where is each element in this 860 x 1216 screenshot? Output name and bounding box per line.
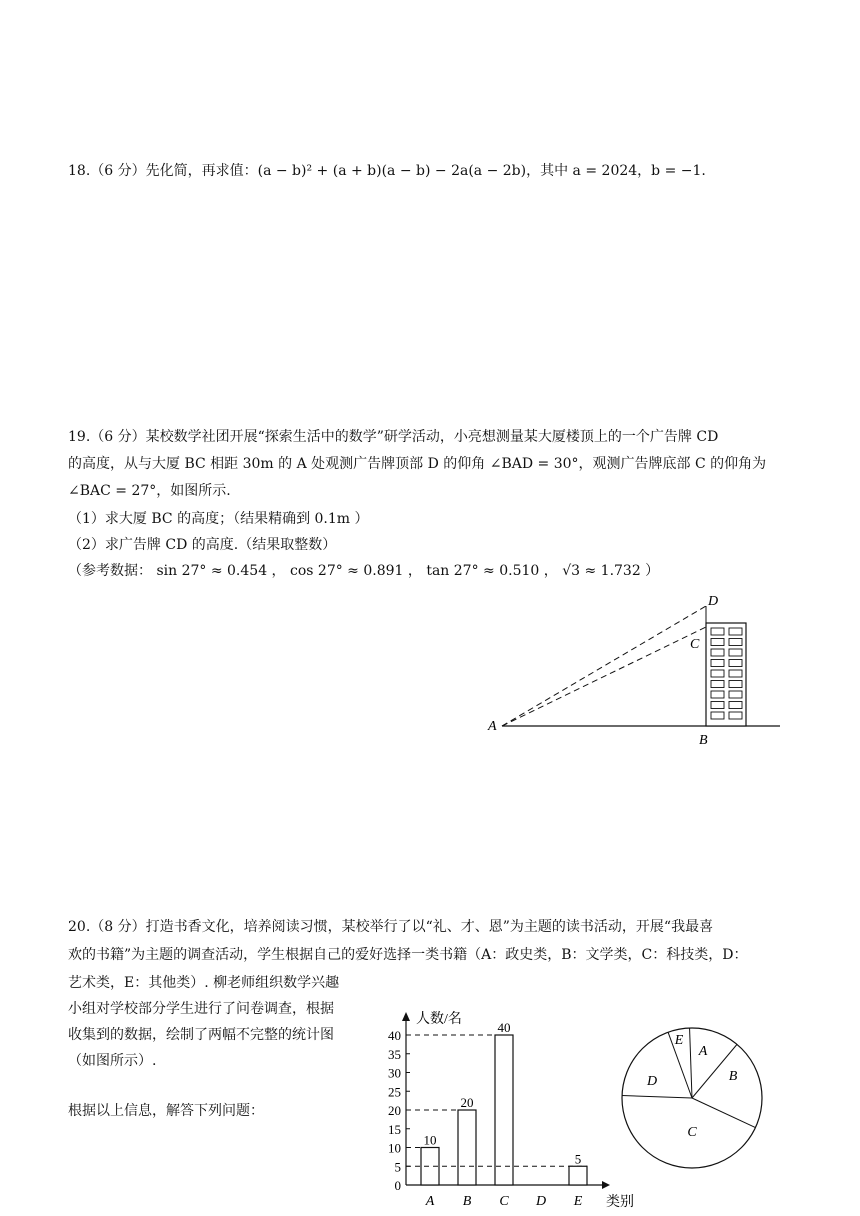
bar-value-label: 5 bbox=[574, 1151, 582, 1167]
pie-slice-label: C bbox=[687, 1125, 697, 1140]
label-a: A bbox=[488, 719, 497, 734]
bar bbox=[569, 1166, 587, 1185]
q19-reference-data: （参考数据： sin 27° ≈ 0.454 ， cos 27° ≈ 0.891 ， tan 27° ≈ 0.510 ， √3 ≈ 1.732 ） bbox=[68, 563, 660, 579]
q20-line4: 小组对学校部分学生进行了问卷调查，根据 bbox=[68, 1001, 334, 1017]
x-axis-label: 类别 bbox=[606, 1195, 634, 1210]
q19-line1: 19.（6 分）某校数学社团开展“探索生活中的数学”研学活动，小亮想测量某大厦楼顶上的一个广告牌 CD bbox=[68, 429, 719, 445]
pie-slice-label: D bbox=[646, 1074, 658, 1089]
y-tick-label: 35 bbox=[388, 1046, 401, 1062]
x-tick-label: B bbox=[462, 1194, 472, 1209]
y-axis-label: 人数/名 bbox=[416, 1012, 462, 1027]
x-tick-label: C bbox=[499, 1194, 509, 1209]
pie-slice-label: E bbox=[674, 1033, 684, 1048]
y-tick-label: 5 bbox=[394, 1159, 401, 1175]
q20-line5: 收集到的数据，绘制了两幅不完整的统计图 bbox=[68, 1027, 334, 1043]
y-tick-label: 10 bbox=[388, 1140, 401, 1156]
pie-chart bbox=[615, 1020, 775, 1140]
q20-line3: 艺术类，E：其他类）. 柳老师组织数学兴趣 bbox=[68, 975, 340, 991]
x-tick-label: A bbox=[425, 1194, 435, 1209]
y-tick-label: 25 bbox=[388, 1084, 401, 1100]
q19-line3: ∠BAC = 27°，如图所示. bbox=[68, 483, 231, 499]
sight-line-ac bbox=[502, 627, 706, 726]
bar bbox=[495, 1035, 513, 1185]
bar-value-label: 20 bbox=[460, 1095, 474, 1110]
x-tick-label: E bbox=[573, 1194, 583, 1209]
label-c: C bbox=[690, 637, 700, 652]
y-tick-label: 15 bbox=[388, 1121, 401, 1137]
bar-value-label: 40 bbox=[497, 1020, 511, 1035]
label-d: D bbox=[708, 594, 719, 609]
q19-line2: 的高度，从与大厦 BC 相距 30m 的 A 处观测广告牌顶部 D 的仰角 ∠BAD = 30°，观测广告牌底部 C 的仰角为 bbox=[68, 456, 767, 472]
bar bbox=[458, 1110, 476, 1185]
sight-line-ad bbox=[502, 606, 706, 726]
q19-sub2: （2）求广告牌 CD 的高度.（结果取整数） bbox=[68, 537, 337, 553]
y-tick-label: 0 bbox=[394, 1178, 401, 1193]
q19-building-figure bbox=[480, 585, 790, 750]
y-tick-label: 30 bbox=[388, 1065, 401, 1081]
q20-line6: （如图所示）. bbox=[68, 1053, 157, 1069]
y-tick-label: 20 bbox=[388, 1103, 401, 1118]
bar-value-label: 10 bbox=[423, 1132, 437, 1148]
q19-sub1: （1）求大厦 BC 的高度；（结果精确到 0.1m ） bbox=[68, 511, 369, 527]
q18-text: 18.（6 分）先化简，再求值：(a − b)² + (a + b)(a − b) − 2a(a − 2b)，其中 a = 2024，b = −1. bbox=[68, 163, 706, 179]
q20-line2: 欢的书籍”为主题的调查活动，学生根据自己的爱好选择一类书籍（A：政史类，B：文学类，C：科技类，D： bbox=[68, 947, 748, 963]
x-axis-arrow bbox=[602, 1181, 610, 1189]
pie-slice-label: A bbox=[698, 1044, 708, 1059]
q20-line7: 根据以上信息，解答下列问题： bbox=[68, 1103, 264, 1119]
y-axis-arrow bbox=[402, 1012, 410, 1021]
x-tick-label: D bbox=[535, 1194, 547, 1209]
label-b: B bbox=[699, 733, 708, 748]
pie-slice-label: B bbox=[728, 1069, 738, 1084]
q20-line1: 20.（8 分）打造书香文化，培养阅读习惯，某校举行了以“礼、才、恩”为主题的读书活动，开展“我最喜 bbox=[68, 919, 714, 935]
bar-chart bbox=[370, 1000, 650, 1212]
y-tick-label: 40 bbox=[388, 1028, 401, 1043]
